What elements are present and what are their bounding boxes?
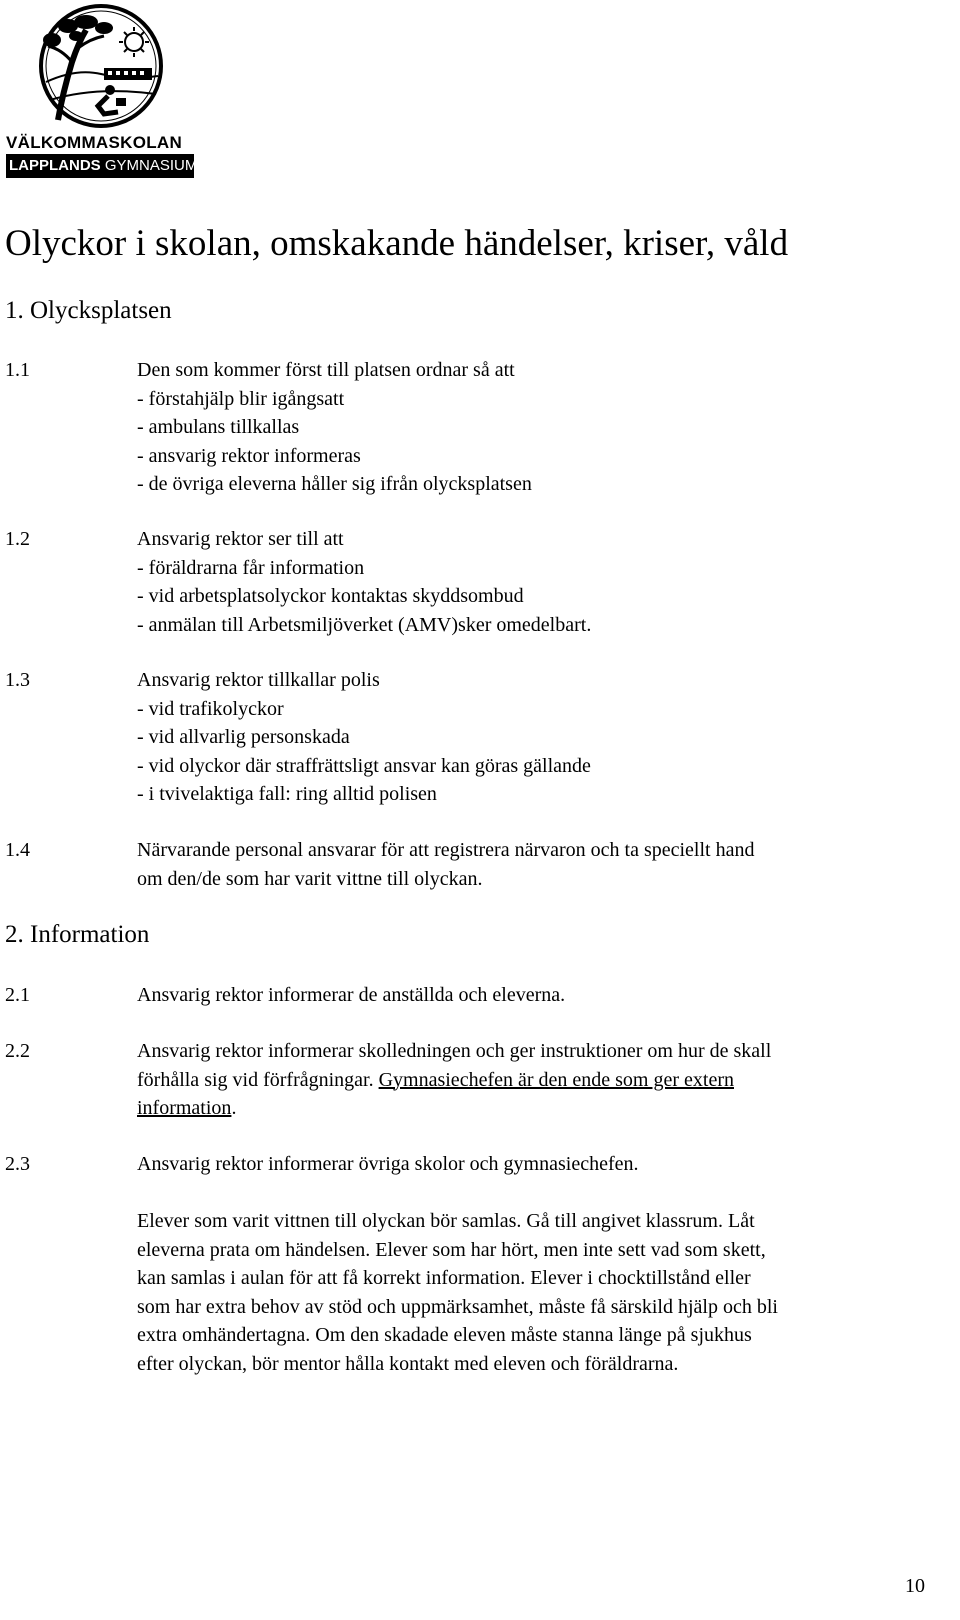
logo-gymnasium: GYMNASIUM [100, 157, 198, 174]
item-line: - ambulans tillkallas [137, 416, 300, 438]
item-line [137, 1066, 771, 1095]
item-line: - vid allvarlig personskada [137, 726, 350, 748]
logo-lapplands: LAPPLANDS [9, 157, 101, 174]
item-line: Ansvarig rektor tillkallar polis [137, 669, 380, 691]
page-number: 10 [905, 1575, 925, 1597]
school-logo [6, 2, 196, 180]
item-text: . [231, 1097, 237, 1119]
item-number: 1.1 [5, 359, 30, 381]
item-line: - ansvarig rektor informeras [137, 444, 361, 467]
item-line: - förstahjälp blir igångsatt [137, 387, 345, 410]
item-line: Ansvarig rektor informerar skolledningen och ger instruktioner om hur de skall [137, 1040, 772, 1062]
item-line: Ansvarig rektor informerar de anställda och eleverna. [137, 984, 566, 1006]
item-number: 1.4 [5, 839, 30, 861]
item-line: - de övriga eleverna håller sig ifrån olycksplatsen [137, 473, 532, 495]
item-line: Närvarande personal ansvarar för att registrera närvaron och ta speciellt hand [137, 839, 755, 861]
section-2-heading: 2. Information [5, 921, 150, 948]
logo-emblem-icon [6, 2, 196, 132]
underlined-text: Gymnasiechefen är den ende som ger extern [378, 1068, 734, 1091]
item-line: - i tvivelaktiga fall: ring alltid polisen [137, 783, 437, 805]
section-1-heading: 1. Olycksplatsen [5, 297, 172, 324]
item-number: 2.3 [5, 1153, 30, 1175]
item-line: - vid trafikolyckor [137, 697, 284, 720]
page-title: Olyckor i skolan, omskakande händelser, kriser, våld [5, 223, 789, 264]
item-number: 2.1 [5, 984, 30, 1006]
item-line: Ansvarig rektor ser till att [137, 528, 344, 550]
underlined-text: information [137, 1097, 232, 1119]
paragraph-line: extra omhändertagna. Om den skadade eleven måste stanna länge på sjukhus [137, 1324, 752, 1346]
paragraph-line: kan samlas i aulan för att få korrekt information. Elever i chocktillstånd eller [137, 1267, 751, 1289]
item-number: 1.2 [5, 528, 30, 550]
paragraph-line: eleverna prata om händelsen. Elever som har hört, men inte sett vad som skett, [137, 1238, 766, 1261]
paragraph-line: efter olyckan, bör mentor hålla kontakt med eleven och föräldrarna. [137, 1352, 679, 1375]
logo-gymnasium-banner [6, 154, 198, 178]
item-line: Ansvarig rektor informerar övriga skolor och gymnasiechefen. [137, 1153, 639, 1175]
logo-school-name: VÄLKOMMASKOLAN [6, 133, 183, 152]
item-line: - vid arbetsplatsolyckor kontaktas skyddsombud [137, 585, 524, 607]
item-line: - föräldrarna får information [137, 556, 365, 579]
item-line: om den/de som har varit vittne till olyckan. [137, 867, 483, 890]
item-number: 1.3 [5, 669, 30, 691]
guidance-paragraph [137, 1207, 778, 1378]
item-line: - vid olyckor där straffrättsligt ansvar kan göras gällande [137, 754, 591, 777]
item-number: 2.2 [5, 1040, 30, 1062]
item-text: förhålla sig vid förfrågningar. [137, 1068, 379, 1091]
paragraph-line: Elever som varit vittnen till olyckan bör samlas. Gå till angivet klassrum. Låt [137, 1210, 755, 1232]
item-line: Den som kommer först till platsen ordnar så att [137, 359, 515, 381]
item-line [137, 1094, 771, 1123]
item-line: - anmälan till Arbetsmiljöverket (AMV)sker omedelbart. [137, 613, 592, 636]
paragraph-line: som har extra behov av stöd och uppmärksamhet, måste få särskild hjälp och bli [137, 1295, 778, 1318]
